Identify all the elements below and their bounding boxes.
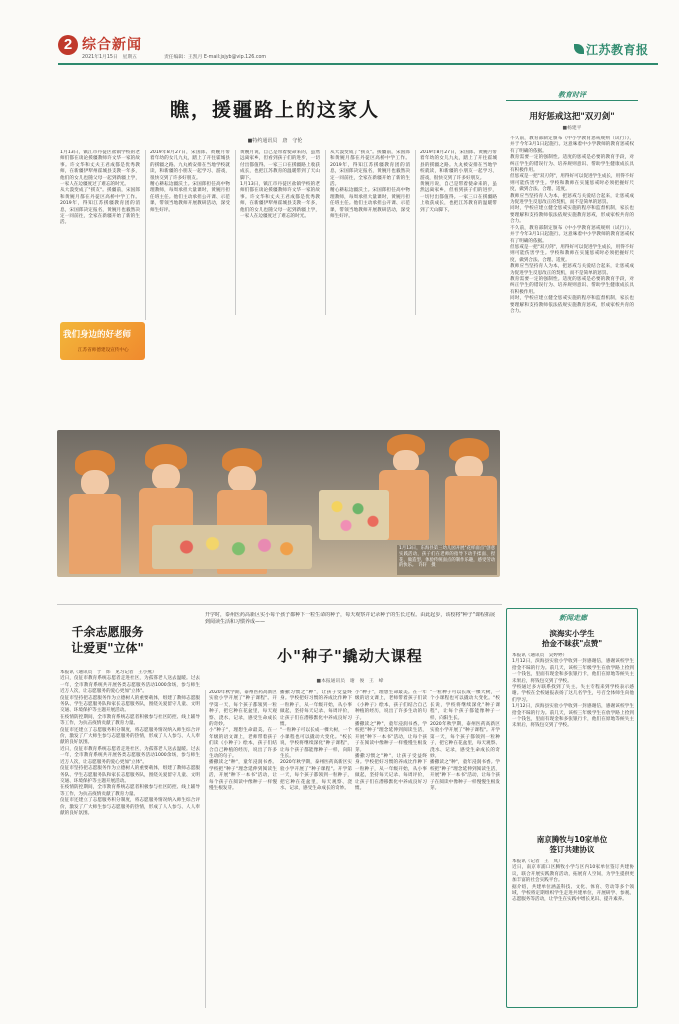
photo-caption: 1月13日，东海县第三幼儿园开展"花样面点"创意实践活动，孩子们在老师的指导下动手揉面、捏花、做造型，体验传统面点的制作乐趣，感受劳动的快乐。 许轩 摄 bbox=[397, 545, 497, 575]
story-two-paragraph: 近日，仪征市教育系统志愿者走进社区，为孤寡老人送去温暖。过去一年，全市教育系统共开展各类志愿服务活动1000余场，参与师生近万人次，让志愿服务的爱心更加"立体"。 bbox=[60, 746, 200, 765]
lead-byline: ■特约通讯员 唐 守伦 bbox=[247, 138, 303, 144]
story-three-paragraph: 播撒读之"种"，童年浸润书香。学校把"种子"理念延伸到阅读生活，开展"种下一本书"活动，让每个孩子在阅读中像种子一样慢慢生根发芽。 bbox=[209, 760, 277, 792]
corridor-tag: 新闻走廊 bbox=[559, 614, 587, 622]
story-two-paragraph: 仪征市坚持把志愿服务作为立德树人的重要载体，组建了教师志愿服务队、学生志愿服务队和家长志愿服务队，围绕关爱留守儿童、文明交通、环境保护等主题开展活动。 bbox=[60, 766, 200, 784]
lead-paragraph: 1月13日，镇江市丹徒区盐镇学校的老师们都在谈论援疆教师许文华一家的故事。许文华和丈夫王君成都是优秀教师，在新疆伊犁州霍城县支教一年多，他们的女儿也随父母一起到新疆上学，一家人在边疆度过了难忘的时光。 bbox=[240, 182, 320, 220]
paper-logo bbox=[574, 41, 658, 59]
lead-paragraph: 1月13日，镇江市丹徒区盐镇学校的老师们都在谈论援疆教师许文华一家的故事。许文华和丈夫王君成都是优秀教师，在新疆伊犁州霍城县支教一年多，他们的女儿也随父母一起到新疆上学，一家人在边疆度过了难忘的时光。 bbox=[60, 150, 140, 188]
sidebar-paragraph: 不久前，教育部制定颁布《中小学教育惩戒规则（试行）》，并于今年3月1日起施行。这意味着中小学教师的教育惩戒权有了明确的依据。 bbox=[510, 225, 634, 244]
child-face bbox=[152, 464, 180, 490]
tag-rule bbox=[506, 100, 638, 101]
story-three-col-3 bbox=[355, 690, 427, 1008]
lead-col-2 bbox=[145, 150, 230, 320]
story-three-paragraph: 小"种子"，理想生命最美。在一年级的语文课上，老师带着孩子们读《小种子》绘本，孩子们结合自己种植的经历，说出了许多生动的句子。 bbox=[209, 728, 277, 760]
lead-paragraph: 精心耕耘边疆沃土。宋国郎担任高中物理教师，每周承担大量课时，黄婉月担任班主任。他们主动承担公开课、示范课，带领当地教师开展教研活动，深受师生好评。 bbox=[330, 188, 410, 220]
story-two-paragraph: 仪征市还建立了志愿服务积分制度，将志愿服务情况纳入师生综合评价，激发了广大师生参与志愿服务的热情，形成了人人参与、人人奉献的良好氛围。 bbox=[60, 798, 200, 816]
story-three-paragraph: 小"种子"，理想生命最美。在一年级的语文课上，老师带着孩子们读《小种子》绘本，孩子们结合自己种植的经历，说出了许多生动的句子。 bbox=[355, 690, 427, 721]
banner-title: 我们身边的好老师 bbox=[63, 330, 132, 340]
story-two-headline-line1: 千余志愿服务 bbox=[71, 625, 144, 639]
lead-paragraph: 从大漠变成了"援友"。援疆前，宋国郎和黄婉月都在丹徒区高桥中学工作。2019年，得知江苏援疆教育团的消息，宋国郎决定报名，黄婉月也毅然决定一同前往，全家在新疆开始了新的生活。 bbox=[330, 150, 410, 188]
story-three-paragraph: 2020年秋学期，泰州医药高新区实验小学开展了"种子课程"。开学第一天，每个孩子都领到一粒种子，把它种在花盆里，每天观察、浇水、记录，感受生命成长的奇妙。 bbox=[280, 760, 352, 792]
dough-flowers bbox=[167, 530, 297, 564]
brief-two-paragraph: 据介绍，共建单位涵盖科技、文化、体育、劳动等多个领域，学校将定期组织学生走进共建单位，开展研学、参观、志愿服务等活动，让学生在实践中增长见识、提升素养。 bbox=[512, 884, 634, 903]
sidebar-paragraph: 不久前，教育部制定颁布《中小学教育惩戒规则（试行）》，并于今年3月1日起施行。这意味着中小学教师的教育惩戒权有了明确的依据。 bbox=[510, 136, 634, 154]
story-two-body bbox=[60, 670, 200, 1005]
sidebar-paragraph: 教师应当坚持育人为本，把惩戒与关爱结合起来，让惩戒成为促进学生反思改正的契机，而不是简单的惩罚。 bbox=[510, 193, 634, 206]
brief-one-title-line1: 滨海实小学生 bbox=[549, 629, 595, 638]
brief-two-byline: 本报讯（记者 王 岚） bbox=[512, 859, 563, 864]
child-face bbox=[393, 450, 419, 472]
dough-flowers bbox=[325, 494, 385, 536]
kids-cooking-photo bbox=[57, 430, 500, 577]
brief-two-title-line1: 南京腾牧与10家单位 bbox=[536, 835, 608, 844]
masthead-rule bbox=[58, 63, 658, 65]
sidebar-paragraph: 同时，学校应建立健全惩戒实施的程序和监督机制，家长也要理解和支持教师依法依规实施教育惩戒，形成家校共育的合力。 bbox=[510, 206, 634, 225]
story-three-paragraph: 2020年秋学期，泰州医药高新区实验小学开展了"种子课程"。开学第一天，每个孩子都领到一粒种子，把它种在花盆里，每天观察、浇水、记录，感受生命成长的奇妙。 bbox=[430, 722, 500, 760]
lead-col-1 bbox=[60, 150, 140, 320]
sidebar-body bbox=[510, 136, 634, 616]
story-three-paragraph: 播撒习惯之"种"，让孩子受益终身。学校把好习惯的养成比作种下一粒种子，从一年级开始，从小事做起，坚持每天记录、每周评价，让孩子们在潜移默化中养成良好习惯。 bbox=[355, 754, 427, 792]
lead-paragraph: 2019年8月27日，宋国郎、黄婉月带着年幼的女儿九丸，踏上了开往霍城县的援疆之路。九丸被安排在当地学校就读，和新疆的小朋友一起学习、游戏，很快交到了许多好朋友。 bbox=[420, 150, 497, 181]
brief-one-byline: 本报讯（通讯员 吴婷婷） bbox=[512, 653, 568, 658]
banner-subtitle: 江苏省师德建设宣传中心 bbox=[78, 348, 129, 353]
story-three-paragraph: 播撒习惯之"种"，让孩子受益终身。学校把好习惯的养成比作种下一粒种子，从一年级开始，从小事做起，坚持每天记录、每周评价，让孩子们在潜移默化中养成良好习惯。 bbox=[280, 690, 352, 728]
good-teacher-banner bbox=[60, 322, 145, 360]
brief-two-title-line2: 签订共建协议 bbox=[549, 845, 595, 854]
brief-one-body bbox=[512, 653, 634, 828]
news-corridor-box bbox=[506, 608, 638, 1008]
story-three-paragraph: "一粒种子可以长成一棵大树，一个小课程也可以撬动大变化。"校长说，学校将继续深化"种子课程"，让每个孩子都能像种子一样，向阳生长。 bbox=[430, 690, 500, 721]
brief-one-paragraph: 1月12日，滨海县实验小学收到一封感谢信，感谢该校学生拾金不昧的行为。前几天，该校三年级学生在放学路上捡到一个钱包，里面有现金和多张银行卡，他们在原地等候失主未果后，将钱包交到了学校。 bbox=[512, 704, 634, 729]
lead-col-3 bbox=[235, 150, 320, 315]
sidebar-title: 用好惩戒这把"双刃剑" bbox=[529, 112, 615, 122]
story-two-byline: 本报讯（通讯员 于 炜 见习记者 王小燕） bbox=[60, 670, 157, 675]
brief-one-paragraph: 1月12日，滨海县实验小学收到一封感谢信，感谢该校学生拾金不昧的行为。前几天，该校三年级学生在放学路上捡到一个钱包，里面有现金和多张银行卡，他们在原地等候失主未果后，将钱包交到了学校。 bbox=[512, 659, 634, 684]
sidebar-paragraph: 教育需要一定的强制性。适度的惩戒是必要的教育手段，对纠正学生的错误行为、培养规则意识、帮助学生健康成长具有积极作用。 bbox=[510, 155, 634, 174]
sidebar-commentary bbox=[506, 88, 638, 618]
brief-two-body bbox=[512, 859, 634, 1004]
lead-col-4 bbox=[325, 150, 410, 315]
sidebar-paragraph: 但惩戒是一把"双刃剑"，用得好可以促进学生成长，用得不好则可能伤害学生。学校和教师在实施惩戒时必须把握好尺度，做到合法、合理、适度。 bbox=[510, 174, 634, 193]
story-two-headline bbox=[60, 624, 155, 656]
story-three-byline: ■本报通讯员 谢 俊 王 峰 bbox=[316, 679, 384, 684]
story-two-paragraph: 近日，仪征市教育系统志愿者走进社区，为孤寡老人送去温暖。过去一年，全市教育系统共开展各类志愿服务活动1000余场，参与师生近万人次，让志愿服务的爱心更加"立体"。 bbox=[60, 676, 200, 695]
story-two-paragraph: 在疫情防控期间，全市教育系统志愿者积极参与社区防控、线上辅导等工作，为抗击疫情贡献了教育力量。 bbox=[60, 714, 200, 727]
story-two-paragraph: 仪征市还建立了志愿服务积分制度，将志愿服务情况纳入师生综合评价，激发了广大师生参与志愿服务的热情，形成了人人参与、人人奉献的良好氛围。 bbox=[60, 727, 200, 746]
lead-headline: 瞧，援疆路上的这家人 bbox=[169, 99, 380, 121]
story-two-paragraph: 仪征市坚持把志愿服务作为立德树人的重要载体，组建了教师志愿服务队、学生志愿服务队和家长志愿服务队，围绕关爱留守儿童、文明交通、环境保护等主题开展活动。 bbox=[60, 695, 200, 714]
story-three-paragraph: "一粒种子可以长成一棵大树，一个小课程也可以撬动大变化。"校长说，学校将继续深化"种子课程"，让每个孩子都能像种子一样，向阳生长。 bbox=[280, 728, 352, 760]
story-three-paragraph: 播撒读之"种"，童年浸润书香。学校把"种子"理念延伸到阅读生活，开展"种下一本书"活动，让每个孩子在阅读中像种子一样慢慢生根发芽。 bbox=[430, 760, 500, 792]
editor-line: 责任编辑：王凯月 E-mail:jsjyb@vip.126.com bbox=[164, 55, 267, 60]
leaf-icon bbox=[574, 44, 584, 54]
sidebar-paragraph: 但惩戒是一把"双刃剑"，用得好可以促进学生成长，用得不好则可能伤害学生。学校和教师在实施惩戒时必须把握好尺度，做到合法、合理、适度。 bbox=[510, 244, 634, 263]
story-three-col-1 bbox=[205, 690, 277, 1008]
lead-paragraph: 黄婉月说，自己是带着使命来的，虽然远离家乡，但看到孩子们的进步，一切付出都值得。一家三口在援疆路上收获成长，也把江苏教育的温暖带到了天山脚下。 bbox=[240, 150, 320, 181]
sidebar-author: ■杨建平 bbox=[562, 126, 582, 131]
column-tag: 教育时评 bbox=[558, 91, 586, 99]
masthead bbox=[24, 15, 658, 67]
child-apron bbox=[69, 494, 121, 574]
section-title: 综合新闻 bbox=[82, 37, 142, 53]
story-three-col-2 bbox=[280, 690, 352, 1008]
brief-one-title bbox=[507, 629, 637, 649]
sidebar-paragraph: 同时，学校应建立健全惩戒实施的程序和监督机制，家长也要理解和支持教师依法依规实施教育惩戒，形成家校共育的合力。 bbox=[510, 296, 634, 314]
story-three-col-4 bbox=[430, 690, 500, 1008]
story-three-paragraph: 2020年秋学期，泰州医药高新区实验小学开展了"种子课程"。开学第一天，每个孩子都领到一粒种子，把它种在花盆里，每天观察、浇水、记录，感受生命成长的奇妙。 bbox=[209, 690, 277, 728]
lead-col-5 bbox=[415, 150, 497, 315]
page-number: 2 bbox=[63, 36, 73, 53]
child-apron bbox=[445, 476, 497, 546]
lead-paragraph: 精心耕耘边疆沃土。宋国郎担任高中物理教师，每周承担大量课时，黄婉月担任班主任。他们主动承担公开课、示范课，带领当地教师开展教研活动，深受师生好评。 bbox=[150, 182, 230, 213]
sidebar-paragraph: 教师应当坚持育人为本，把惩戒与关爱结合起来，让惩戒成为促进学生反思改正的契机，而不是简单的惩罚。 bbox=[510, 264, 634, 276]
paper-name: 江苏教育报 bbox=[586, 43, 649, 57]
brief-one-title-line2: 拾金不昧获"点赞" bbox=[541, 639, 603, 648]
child-face bbox=[81, 470, 109, 496]
story-three-headline: 小"种子"撬动大课程 bbox=[277, 647, 423, 665]
story-three-paragraph: 播撒读之"种"，童年浸润书香。学校把"种子"理念延伸到阅读生活，开展"种下一本书"活动，让每个孩子在阅读中像种子一样慢慢生根发芽。 bbox=[355, 722, 427, 753]
story-three-kicker: 开学时，泰州医药高新区实小每个孩子都种下一粒生命的种子，每天观察并记录种子的生长过程。由此起步，该校将"种子"课程拓展到阅读生活和习惯养成—— bbox=[205, 612, 495, 625]
brief-one-paragraph: 学校通过多方联系找到了失主。失主专程来到学校表示感谢。学校在全校通报表扬了这几名学生，号召全体师生向他们学习。 bbox=[512, 685, 634, 703]
date-line: 2021年1月15日 星期五 bbox=[82, 55, 137, 60]
lead-paragraph: 从大漠变成了"援友"。援疆前，宋国郎和黄婉月都在丹徒区高桥中学工作。2019年，得知江苏援疆教育团的消息，宋国郎决定报名，黄婉月也毅然决定一同前往，全家在新疆开始了新的生活。 bbox=[60, 188, 140, 226]
lead-paragraph: 2019年8月27日，宋国郎、黄婉月带着年幼的女儿九丸，踏上了开往霍城县的援疆之路。九丸被安排在当地学校就读，和新疆的小朋友一起学习、游戏，很快交到了许多好朋友。 bbox=[150, 150, 230, 181]
brief-two-paragraph: 近日，南京市浦口区腾牧小学与区内10家单位签订共建协议，联合开展实践教育活动，拓展育人空间，为学生提供更加丰富的社会实践平台。 bbox=[512, 865, 634, 884]
child-face bbox=[228, 466, 256, 492]
story-two-paragraph: 在疫情防控期间，全市教育系统志愿者积极参与社区防控、线上辅导等工作，为抗击疫情贡献了教育力量。 bbox=[60, 785, 200, 797]
brief-two-title bbox=[507, 835, 637, 855]
section-divider bbox=[57, 604, 502, 605]
story-two-headline-line2: 让爱更"立体" bbox=[71, 641, 144, 655]
sidebar-paragraph: 教育需要一定的强制性。适度的惩戒是必要的教育手段，对纠正学生的错误行为、培养规则意识、帮助学生健康成长具有积极作用。 bbox=[510, 276, 634, 295]
lead-paragraph: 黄婉月说，自己是带着使命来的，虽然远离家乡，但看到孩子们的进步，一切付出都值得。一家三口在援疆路上收获成长，也把江苏教育的温暖带到了天山脚下。 bbox=[420, 182, 497, 213]
